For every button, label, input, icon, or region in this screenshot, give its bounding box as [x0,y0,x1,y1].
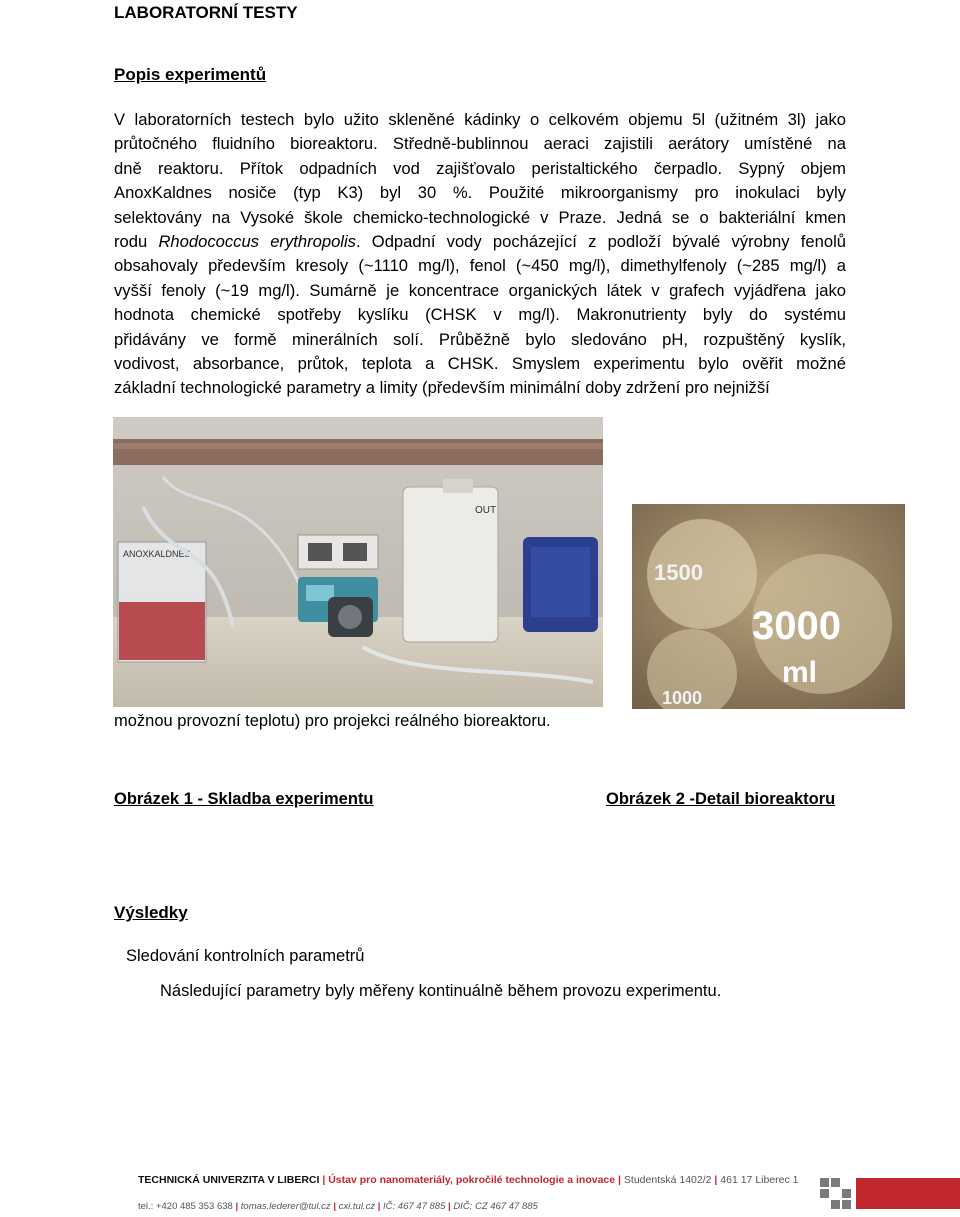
paragraph-line: vodivost, absorbance, průtok, teplota a CHSK. Smyslem experimentu bylo ověřit možné [114,354,846,374]
paragraph-line-start: rodu [114,232,159,252]
paragraph-line: AnoxKaldnes nosiče (typ K3) byl 30 %. Použité mikroorganismy pro inokulaci byly [114,183,846,203]
footer-web[interactable]: cxi.tul.cz [338,1201,376,1212]
footer-separator: | [714,1174,718,1186]
footer-separator: | [333,1201,336,1212]
results-text: Následující parametry byly měřeny kontinuálně během provozu experimentu. [160,982,722,1000]
beaker-label: ANOXKALDNES [123,549,191,559]
experiment-description [114,108,846,401]
footer-institute: Ústav pro nanomateriály, pokročilé technologie a inovace [328,1174,616,1186]
footer-university: TECHNICKÁ UNIVERZITA V LIBERCI [138,1174,320,1186]
paragraph-line: obsahovaly především kresoly (~1110 mg/l), fenol (~450 mg/l), dimethylfenoly (~285 mg/l) a [114,256,846,276]
footer-separator: | [448,1201,451,1212]
canister-label: OUT [475,505,497,516]
footer-contacts [138,1201,538,1212]
paragraph-line: selektovány na Vysoké škole chemicko-technologické v Praze. Jedná se o bakteriální kmen [114,207,846,227]
footer-separator: | [618,1174,621,1186]
unit-ml: ml [782,656,818,689]
results-subheading: Sledování kontrolních parametrů [126,947,365,965]
footer-ic: IČ: 467 47 885 [383,1201,446,1212]
paragraph-line: dně reaktoru. Přítok odpadních vod zajišťovalo peristaltického čerpadlo. Sypný objem [114,158,846,178]
paragraph-line [114,230,846,254]
figure-2-caption: Obrázek 2 -Detail bioreaktoru [606,790,836,808]
footer-address [138,1174,799,1186]
paragraph-line: hodnota chemické spotřeby kyslíku (CHSK v mg/l). Makronutrienty byly do systému [114,305,846,325]
paragraph-line: vyšší fenoly (~19 mg/l). Sumárně je koncentrace organických látek v grafech vyjádřena jako [114,280,846,300]
paragraph-line: průtočného fluidního bioreaktoru. Středně-bublinnou aeraci zajistili aerátory umístěné na [114,134,846,154]
paragraph-line-rest: . Odpadní vody pocházející z podloží bývalé výrobny fenolů [355,232,846,252]
footer-separator: | [377,1201,381,1212]
paragraph-line: základní technologické parametry a limity (především minimální doby zdržení pro nejnižší [114,378,770,398]
page-title: LABORATORNÍ TESTY [114,3,298,22]
paragraph-line: přidávány ve formě minerálních solí. Průběžně bylo sledováno pH, rozpuštěný kyslík, [114,329,846,349]
mark-1500: 1500 [654,560,703,585]
footer-separator: | [322,1174,326,1186]
footer-separator: | [235,1201,239,1212]
footer-street: Studentská 1402/2 [623,1174,712,1186]
mark-1000: 1000 [662,688,703,708]
paragraph-continuation: možnou provozní teplotu) pro projekci reálného bioreaktoru. [114,712,551,730]
paragraph-line: V laboratorních testech bylo užito skleněné kádinky o celkovém objemu 5l (užitném 3l) jako [114,110,846,129]
university-logo [818,1178,960,1212]
section-heading-experiments: Popis experimentů [114,65,267,84]
mark-3000: 3000 [752,604,841,648]
footer-email[interactable]: tomas.lederer@tul.cz [240,1201,331,1212]
footer-dic: DIČ: CZ 467 47 885 [453,1201,538,1212]
footer-phone: tel.: +420 485 353 638 [138,1201,233,1212]
experiment-setup-photo [113,417,603,707]
results-heading: Výsledky [114,903,188,922]
footer-city: 461 17 Liberec 1 [720,1174,799,1186]
bioreactor-detail-photo [632,504,905,709]
figure-1-caption: Obrázek 1 - Skladba experimentu [114,790,374,808]
species-name: Rhodococcus erythropolis [158,232,356,252]
